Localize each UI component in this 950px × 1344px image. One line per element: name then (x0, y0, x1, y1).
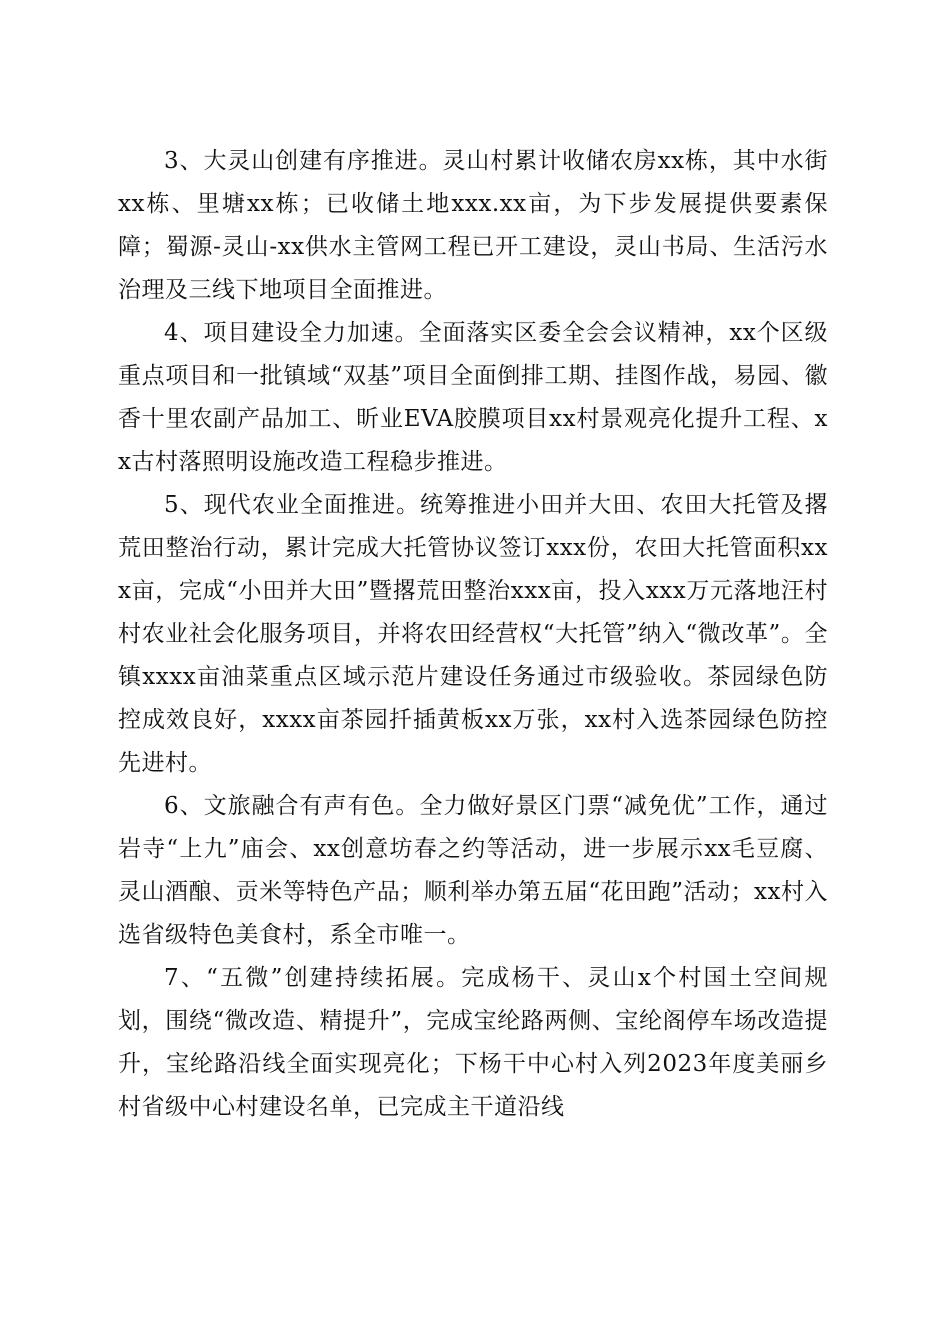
paragraph-7-five-micro: 7、“五微”创建持续拓展。完成杨干、灵山x个村国土空间规划，围绕“微改造、精提升”，完成宝纶路两侧、宝纶阁停车场改造提升，宝纶路沿线全面实现亮化；下杨干中心村入列2023年度美丽乡村省级中心村建设名单，已完成主干道沿线 (118, 965, 828, 1120)
paragraph-5-agriculture: 5、现代农业全面推进。统筹推进小田并大田、农田大托管及撂荒田整治行动，累计完成大托管协议签订xxx份，农田大托管面积xxx亩，完成“小田并大田”暨撂荒田整治xxx亩，投入xxx万元落地汪村村农业社会化服务项目，并将农田经营权“大托管”纳入“微改革”。全镇xxxx亩油菜重点区域示范片建设任务通过市级验收。茶园绿色防控成效良好，xxxx亩茶园扦插黄板xx万张，xx村入选茶园绿色防控先进村。 (118, 492, 828, 776)
document-body (118, 140, 828, 1129)
paragraph-4-projects: 4、项目建设全力加速。全面落实区委全会会议精神，xx个区级重点项目和一批镇域“双基”项目全面倒排工期、挂图作战，易园、徽香十里农副产品加工、昕业EVA胶膜项目xx村景观亮化提升工程、xx古村落照明设施改造工程稳步推进。 (118, 320, 828, 475)
paragraph-6-culture-tourism: 6、文旅融合有声有色。全力做好景区门票“减免优”工作，通过岩寺“上九”庙会、xx创意坊春之约等活动，进一步展示xx毛豆腐、灵山酒酿、贡米等特色产品；顺利举办第五届“花田跑”活动；xx村入选省级特色美食村，系全市唯一。 (118, 793, 828, 948)
paragraph-3-lingshan: 3、大灵山创建有序推进。灵山村累计收储农房xx栋，其中水街xx栋、里塘xx栋；已收储土地xxx.xx亩，为下步发展提供要素保障；蜀源-灵山-xx供水主管网工程已开工建设，灵山书局、生活污水治理及三线下地项目全面推进。 (118, 148, 828, 303)
